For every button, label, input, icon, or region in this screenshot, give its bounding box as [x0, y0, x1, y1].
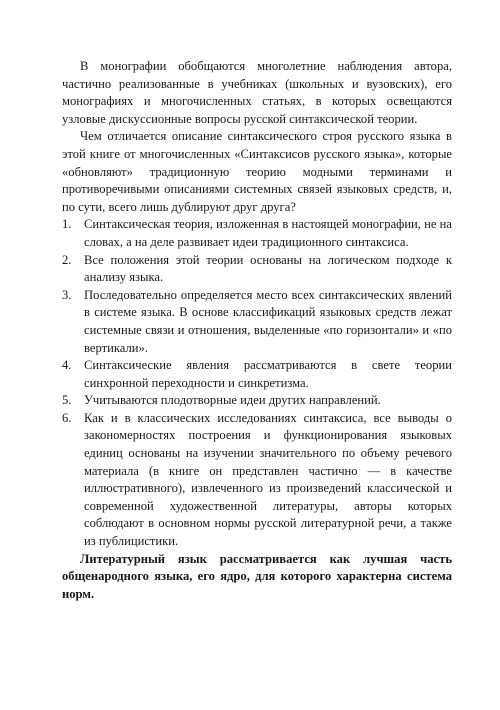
- list-item: [62, 216, 452, 251]
- list-item: [62, 252, 452, 287]
- list-item-number: 6.: [62, 410, 72, 425]
- list-item-number: 5.: [62, 393, 72, 408]
- intro-paragraph: В монографии обобщаются многолетние наблюдения автора, частично реализованные в учебниках (школьных и вузовских), его монографиях и многочисленных статьях, в которых освещаются узловые дискуссионные вопросы русской синтаксической теории.: [62, 59, 452, 126]
- list-item-text: Последовательно определяется место всех синтаксических явлений в системе языка. В основе классификаций языковых средств лежат системные связи и отношения, выделенные «по горизонтали» и «по вертикали».: [84, 287, 452, 355]
- list-item: [62, 287, 452, 357]
- list-item-text: Как и в классических исследованиях синтаксиса, все выводы о закономерностях построения и функционирования языковых единиц основаны на изучении значительного по объему речевого материала (в книге он представлен частично — в качестве иллюстративного), извлеченного из произведений классической и современной художественной литературы, авторы которых соблюдают в основном нормы русской литературной речи, а также из публицистики.: [84, 410, 452, 549]
- list-item: [62, 392, 452, 410]
- list-item-number: 3.: [62, 287, 72, 302]
- list-item-number: 2.: [62, 252, 72, 267]
- list-item: [62, 357, 452, 392]
- features-list: [62, 216, 452, 550]
- question-paragraph: Чем отличается описание синтаксического строя русского языка в этой книге от многочисленных «Синтаксисов русского языка», которые «обновляют» традиционную теорию модными терминами и противоречивыми описаниями системных связей языковых средств, и, по сути, всего лишь дублируют друг друга?: [62, 129, 452, 214]
- list-item-text: Все положения этой теории основаны на логическом подходе к анализу языка.: [84, 252, 452, 285]
- list-item-number: 1.: [62, 217, 72, 232]
- closing-statement: Литературный язык рассматривается как лучшая часть общенародного языка, его ядро, для которого характерна система норм.: [62, 551, 452, 601]
- list-item-text: Учитываются плодотворные идеи других направлений.: [84, 393, 381, 408]
- list-item: [62, 410, 452, 551]
- list-item-number: 4.: [62, 358, 72, 373]
- list-item-text: Синтаксическая теория, изложенная в настоящей монографии, не на словах, а на деле развивает идеи традиционного синтаксиса.: [84, 217, 452, 249]
- list-item-text: Синтаксические явления рассматриваются в свете теории синхронной переходности и синкретизма.: [84, 358, 452, 390]
